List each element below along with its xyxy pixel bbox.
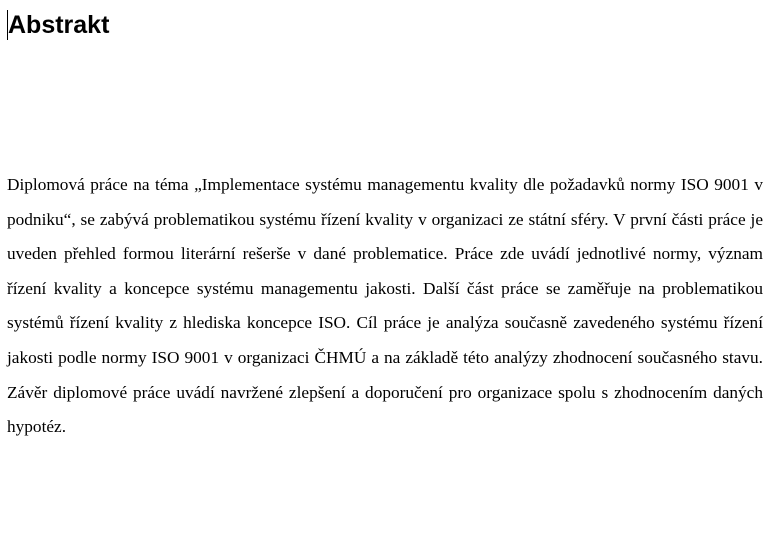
heading-line bbox=[7, 8, 109, 42]
abstract-heading: Abstrakt bbox=[8, 11, 110, 39]
abstract-paragraph: Diplomová práce na téma „Implementace systému managementu kvality dle požadavků normy ISO 9001 v podniku“, se zabývá problematikou systému řízení kvality v organizaci ze státní sféry. V první části práce je uveden přehled formou literární rešerše v dané problematice. Práce zde uvádí jednotlivé normy, význam řízení kvality a koncepce systému managementu jakosti. Další část práce se zaměřuje na problematikou systémů řízení kvality z hlediska koncepce ISO. Cíl práce je analýza současně zavedeného systému řízení jakosti podle normy ISO 9001 v organizaci ČHMÚ a na základě této analýzy zhodnocení současného stavu. Závěr diplomové práce uvádí navržené zlepšení a doporučení pro organizace spolu s zhodnocením daných hypotéz. bbox=[7, 175, 763, 437]
